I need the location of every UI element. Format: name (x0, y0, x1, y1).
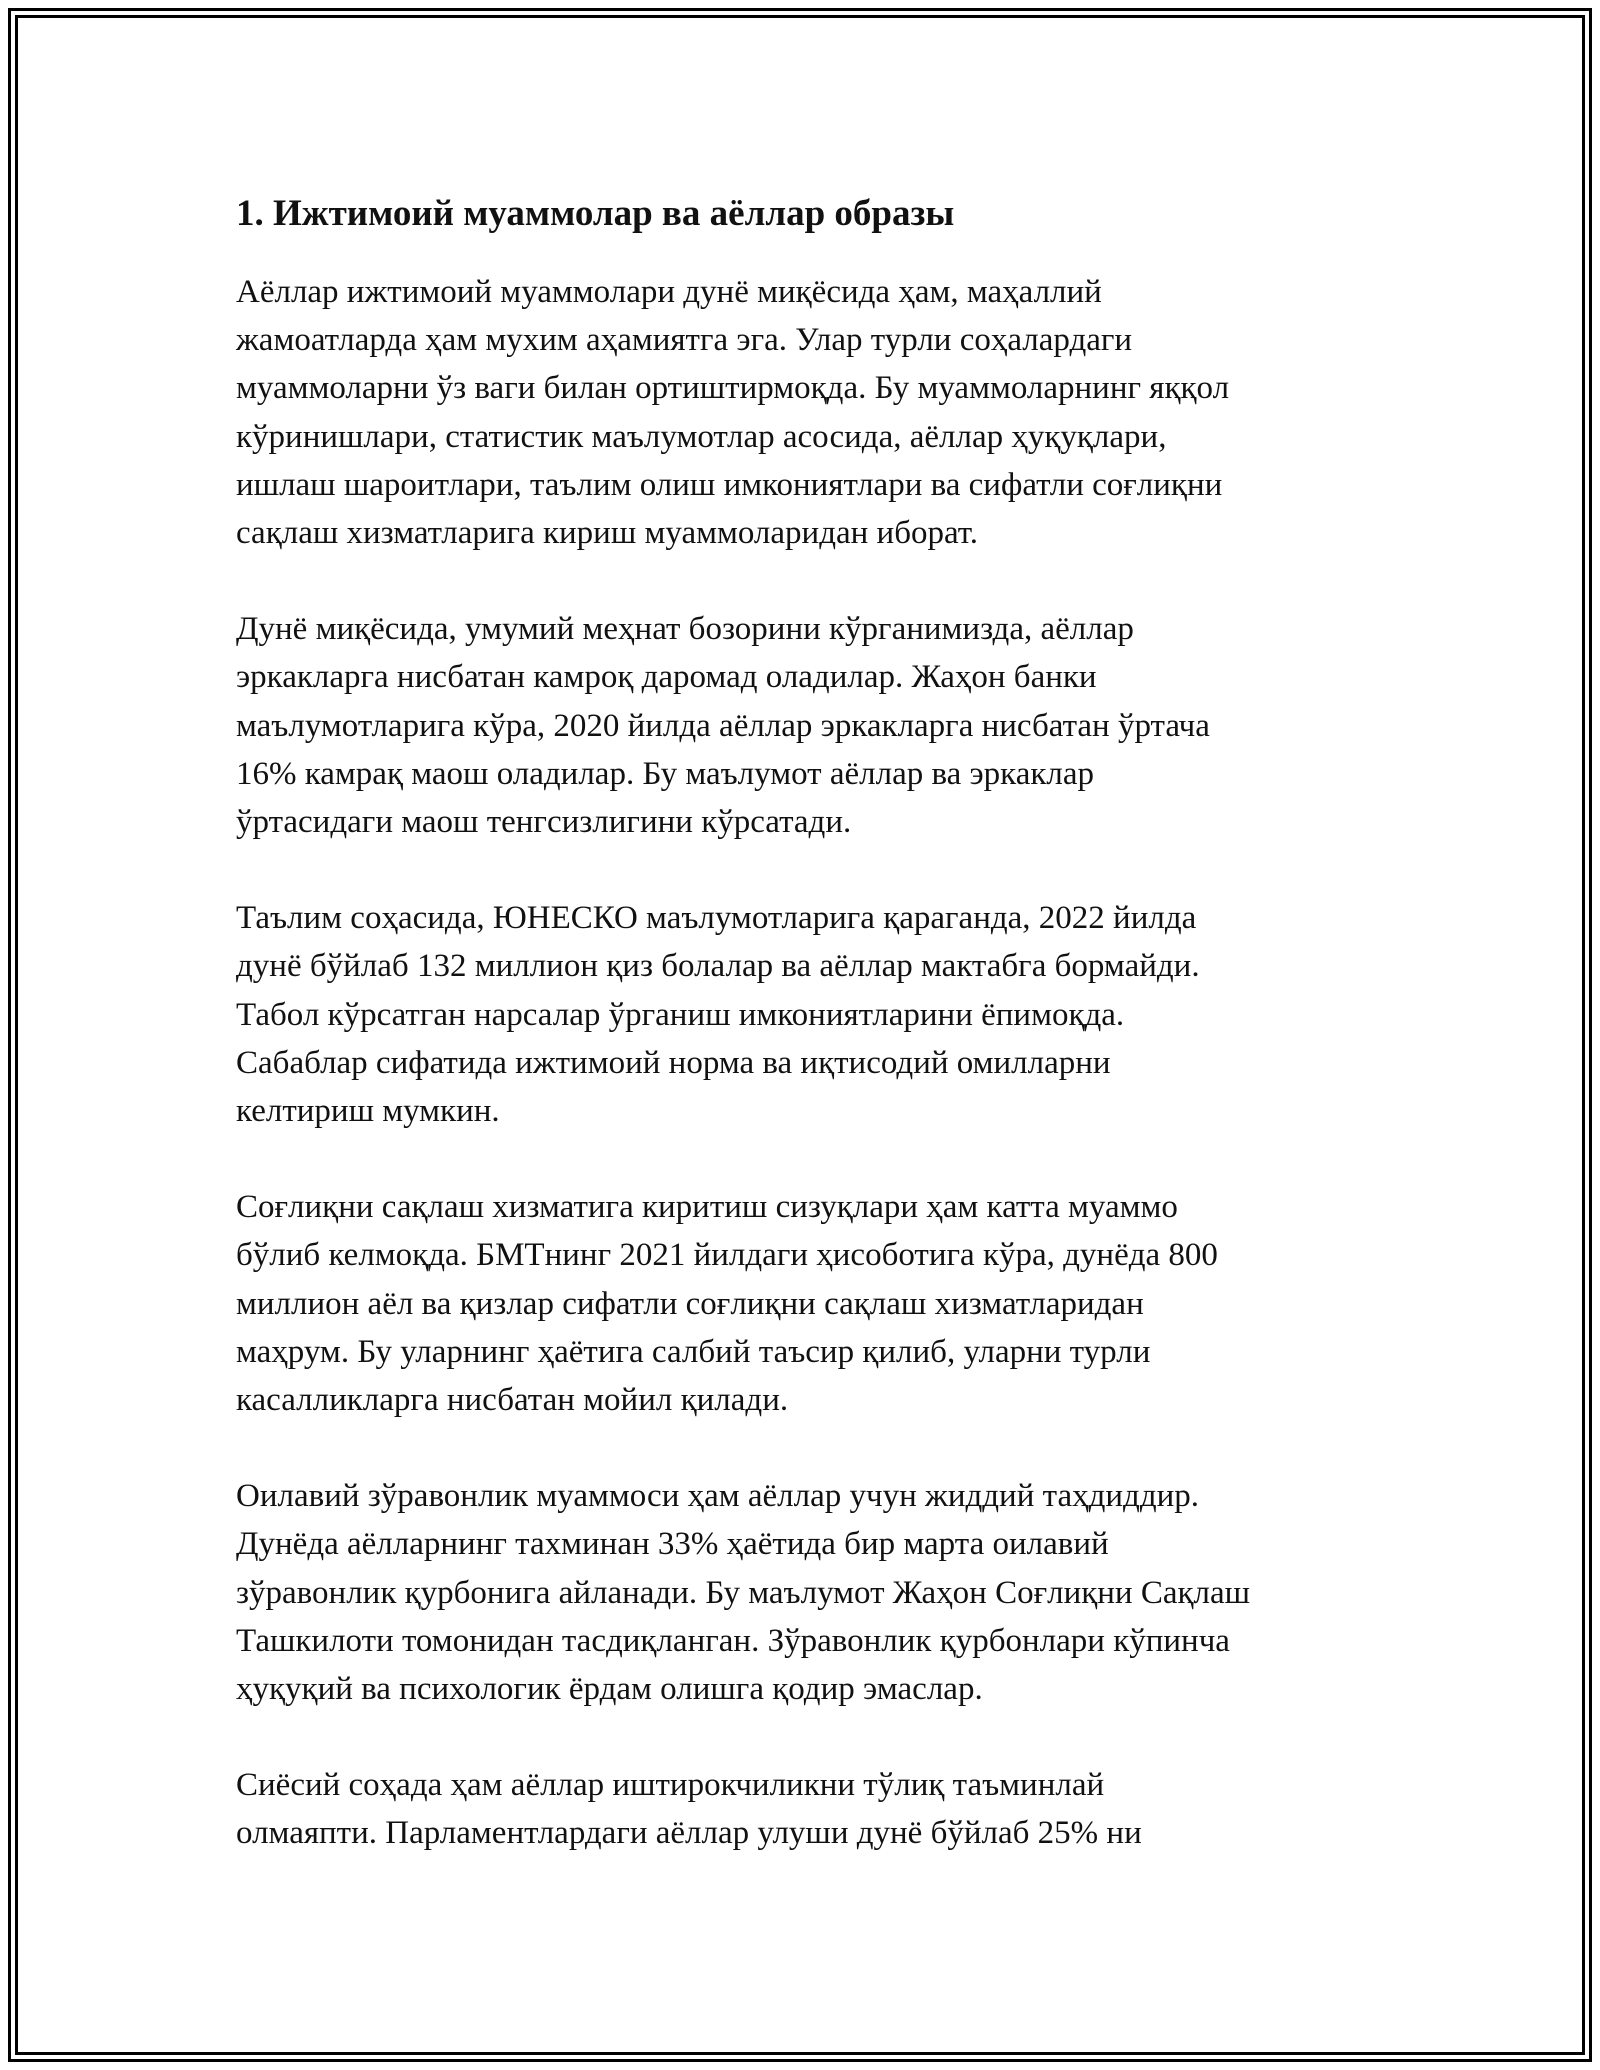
paragraph (236, 605, 1376, 846)
paragraph-line: маҳрум. Бу уларнинг ҳаётига салбий таъсир қилиб, уларни турли (236, 1333, 1151, 1370)
paragraph-line: жамоатларда ҳам мухим аҳамиятга эга. Улар турли соҳалардаги (236, 322, 1133, 359)
paragraph (236, 1472, 1376, 1713)
paragraph-line: касалликларга нисбатан мойил қилади. (236, 1382, 789, 1419)
paragraph-line: маълумотларига кўра, 2020 йилда аёллар эркакларга нисбатан ўртача (236, 707, 1210, 744)
paragraph-line: муаммоларни ўз ваги билан ортиштирмоқда. Бу муаммоларнинг яққол (236, 370, 1230, 407)
paragraph-line: Сиёсий соҳада ҳам аёллар иштирокчиликни тўлиқ таъминлай (236, 1767, 1105, 1804)
paragraph-line: сақлаш хизматларига кириш муаммоларидан иборат. (236, 515, 978, 552)
paragraph (236, 268, 1376, 557)
paragraph-line: Оилавий зўравонлик муаммоси ҳам аёллар учун жиддий таҳдиддир. (236, 1478, 1200, 1515)
paragraph-line: зўравонлик қурбонига айланади. Бу маълумот Жаҳон Соғлиқни Сақлаш (236, 1574, 1251, 1611)
paragraph-line: Дунёда аёлларнинг тахминан 33% ҳаётида бир марта оилавий (236, 1526, 1109, 1563)
paragraph-line: эркакларга нисбатан камроқ даромад оладилар. Жаҳон банки (236, 659, 1097, 696)
paragraph-line: Дунё миқёсида, умумий меҳнат бозорини кўрганимизда, аёллар (236, 611, 1134, 648)
paragraph-line: Аёллар ижтимоий муаммолари дунё миқёсида ҳам, маҳаллий (236, 274, 1102, 310)
paragraph-list (236, 268, 1376, 1858)
paragraph-line: дунё бўйлаб 132 миллион қиз болалар ва аёллар мактабга бормайди. (236, 948, 1200, 985)
paragraph (236, 894, 1376, 1135)
paragraph-line: Ташкилоти томонидан тасдиқланган. Зўравонлик қурбонлари кўпинча (236, 1622, 1230, 1659)
paragraph-line: кўринишлари, статистик маълумотлар асосида, аёллар ҳуқуқлари, (236, 418, 1167, 455)
paragraph-line: бўлиб келмоқда. БМТнинг 2021 йилдаги ҳисоботига кўра, дунёда 800 (236, 1237, 1218, 1274)
paragraph-line: Сабаблар сифатида ижтимоий норма ва иқтисодий омилларни (236, 1044, 1111, 1081)
paragraph-line: ишлаш шароитлари, таълим олиш имкониятлари ва сифатли соғлиқни (236, 466, 1223, 503)
paragraph-line: миллион аёл ва қизлар сифатли соғлиқни сақлаш хизматларидан (236, 1285, 1144, 1322)
section-heading: 1. Ижтимоий муаммолар ва аёллар образы (236, 193, 955, 234)
paragraph-line: 16% камрақ маош оладилар. Бу маълумот аёллар ва эркаклар (236, 755, 1094, 792)
paragraph-line: Таълим соҳасида, ЮНЕСКО маълумотларига қараганда, 2022 йилда (236, 900, 1197, 937)
document-body (236, 182, 1376, 1858)
paragraph-line: олмаяпти. Парламентлардаги аёллар улуши дунё бўйлаб 25% ни (236, 1815, 1142, 1852)
paragraph-line: Табол кўрсатган нарсалар ўрганиш имкониятларини ёпимоқда. (236, 996, 1125, 1033)
paragraph (236, 1761, 1376, 1857)
paragraph-line: келтириш мумкин. (236, 1093, 500, 1130)
paragraph-line: Соғлиқни сақлаш хизматига киритиш сизуқлари ҳам катта муаммо (236, 1189, 1178, 1226)
paragraph-line: ўртасидаги маош тенгсизлигини кўрсатади. (236, 804, 852, 841)
paragraph-line: ҳуқуқий ва психологик ёрдам олишга қодир эмаслар. (236, 1671, 983, 1708)
paragraph (236, 1183, 1376, 1424)
